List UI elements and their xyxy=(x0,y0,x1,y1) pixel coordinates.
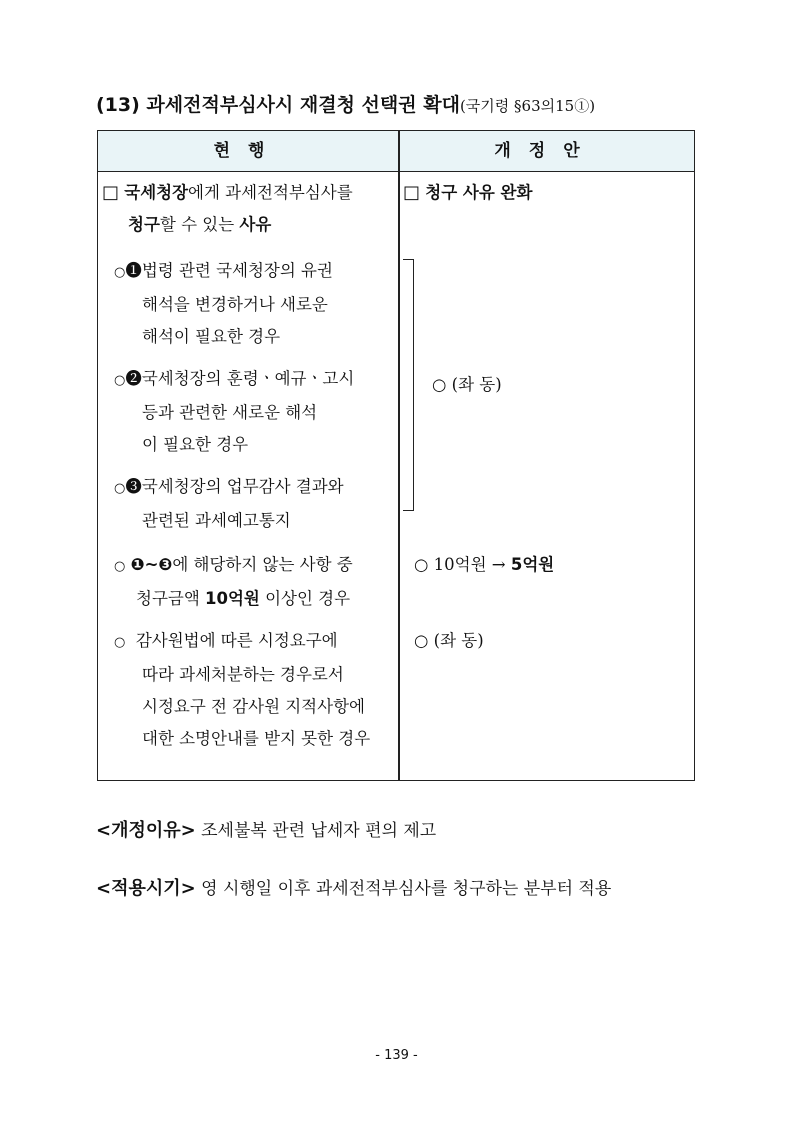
section-title xyxy=(96,90,736,117)
number-1-icon: ❶ xyxy=(125,261,142,280)
circle-bullet-icon: ○ xyxy=(114,265,126,280)
current-intro: □ 국세청장에게 과세전적부심사를 청구할 수 있는 사유 xyxy=(102,182,353,234)
bracket xyxy=(403,259,414,511)
legal-reference: (국기령 §63의15①) xyxy=(459,97,596,115)
effective-text: 영 시행일 이후 과세전적부심사를 청구하는 분부터 적용 xyxy=(201,879,612,899)
proposed-amount: ○ 10억원 → 5억원 xyxy=(414,555,555,574)
table-header xyxy=(98,131,694,172)
circle-bullet-icon: ○ xyxy=(114,635,126,650)
effective-label: <적용시기> xyxy=(96,878,196,899)
square-bullet-icon: □ xyxy=(403,182,421,203)
proposed-same-1: ○ (좌 동) xyxy=(432,375,502,394)
current-item-1: ○❶법령 관련 국세청장의 유권 해석을 변경하거나 새로운 해석이 필요한 경우 xyxy=(114,261,333,346)
comparison-table xyxy=(97,130,695,781)
page-number: - 139 - xyxy=(375,1048,418,1063)
proposed-heading: □ 청구 사유 완화 xyxy=(403,182,533,203)
reason-line xyxy=(96,816,436,842)
current-item-2: ○❷국세청장의 훈령ㆍ예규ㆍ고시 등과 관련한 새로운 해석 이 필요한 경우 xyxy=(114,369,355,454)
number-2-icon: ❷ xyxy=(125,369,142,388)
circle-bullet-icon: ○ xyxy=(114,373,126,388)
header-proposed: 개정안 xyxy=(494,141,598,161)
circle-bullet-icon: ○ xyxy=(114,559,126,574)
section-title-main: (13) 과세전적부심사시 재결청 선택권 확대 xyxy=(96,94,460,116)
column-divider xyxy=(398,131,400,780)
proposed-same-2: ○ (좌 동) xyxy=(414,631,484,650)
reason-label: <개정이유> xyxy=(96,820,196,841)
number-3-icon: ❸ xyxy=(125,477,142,496)
current-item-3: ○❸국세청장의 업무감사 결과와 관련된 과세예고통지 xyxy=(114,477,344,530)
square-bullet-icon: □ xyxy=(102,182,120,203)
number-range-icon: ❶~❸ xyxy=(130,555,173,574)
current-item-5: ○ 감사원법에 따른 시정요구에 따라 과세처분하는 경우로서 시정요구 전 감사원 지적사항에 대한 소명안내를 받지 못한 경우 xyxy=(114,631,371,748)
circle-bullet-icon: ○ xyxy=(114,481,126,496)
current-item-4: ○ ❶~❸에 해당하지 않는 사항 중 청구금액 10억원 이상인 경우 xyxy=(114,555,353,608)
reason-text: 조세불복 관련 납세자 편의 제고 xyxy=(201,821,437,841)
effective-line xyxy=(96,874,611,900)
header-current: 현행 xyxy=(213,141,283,161)
